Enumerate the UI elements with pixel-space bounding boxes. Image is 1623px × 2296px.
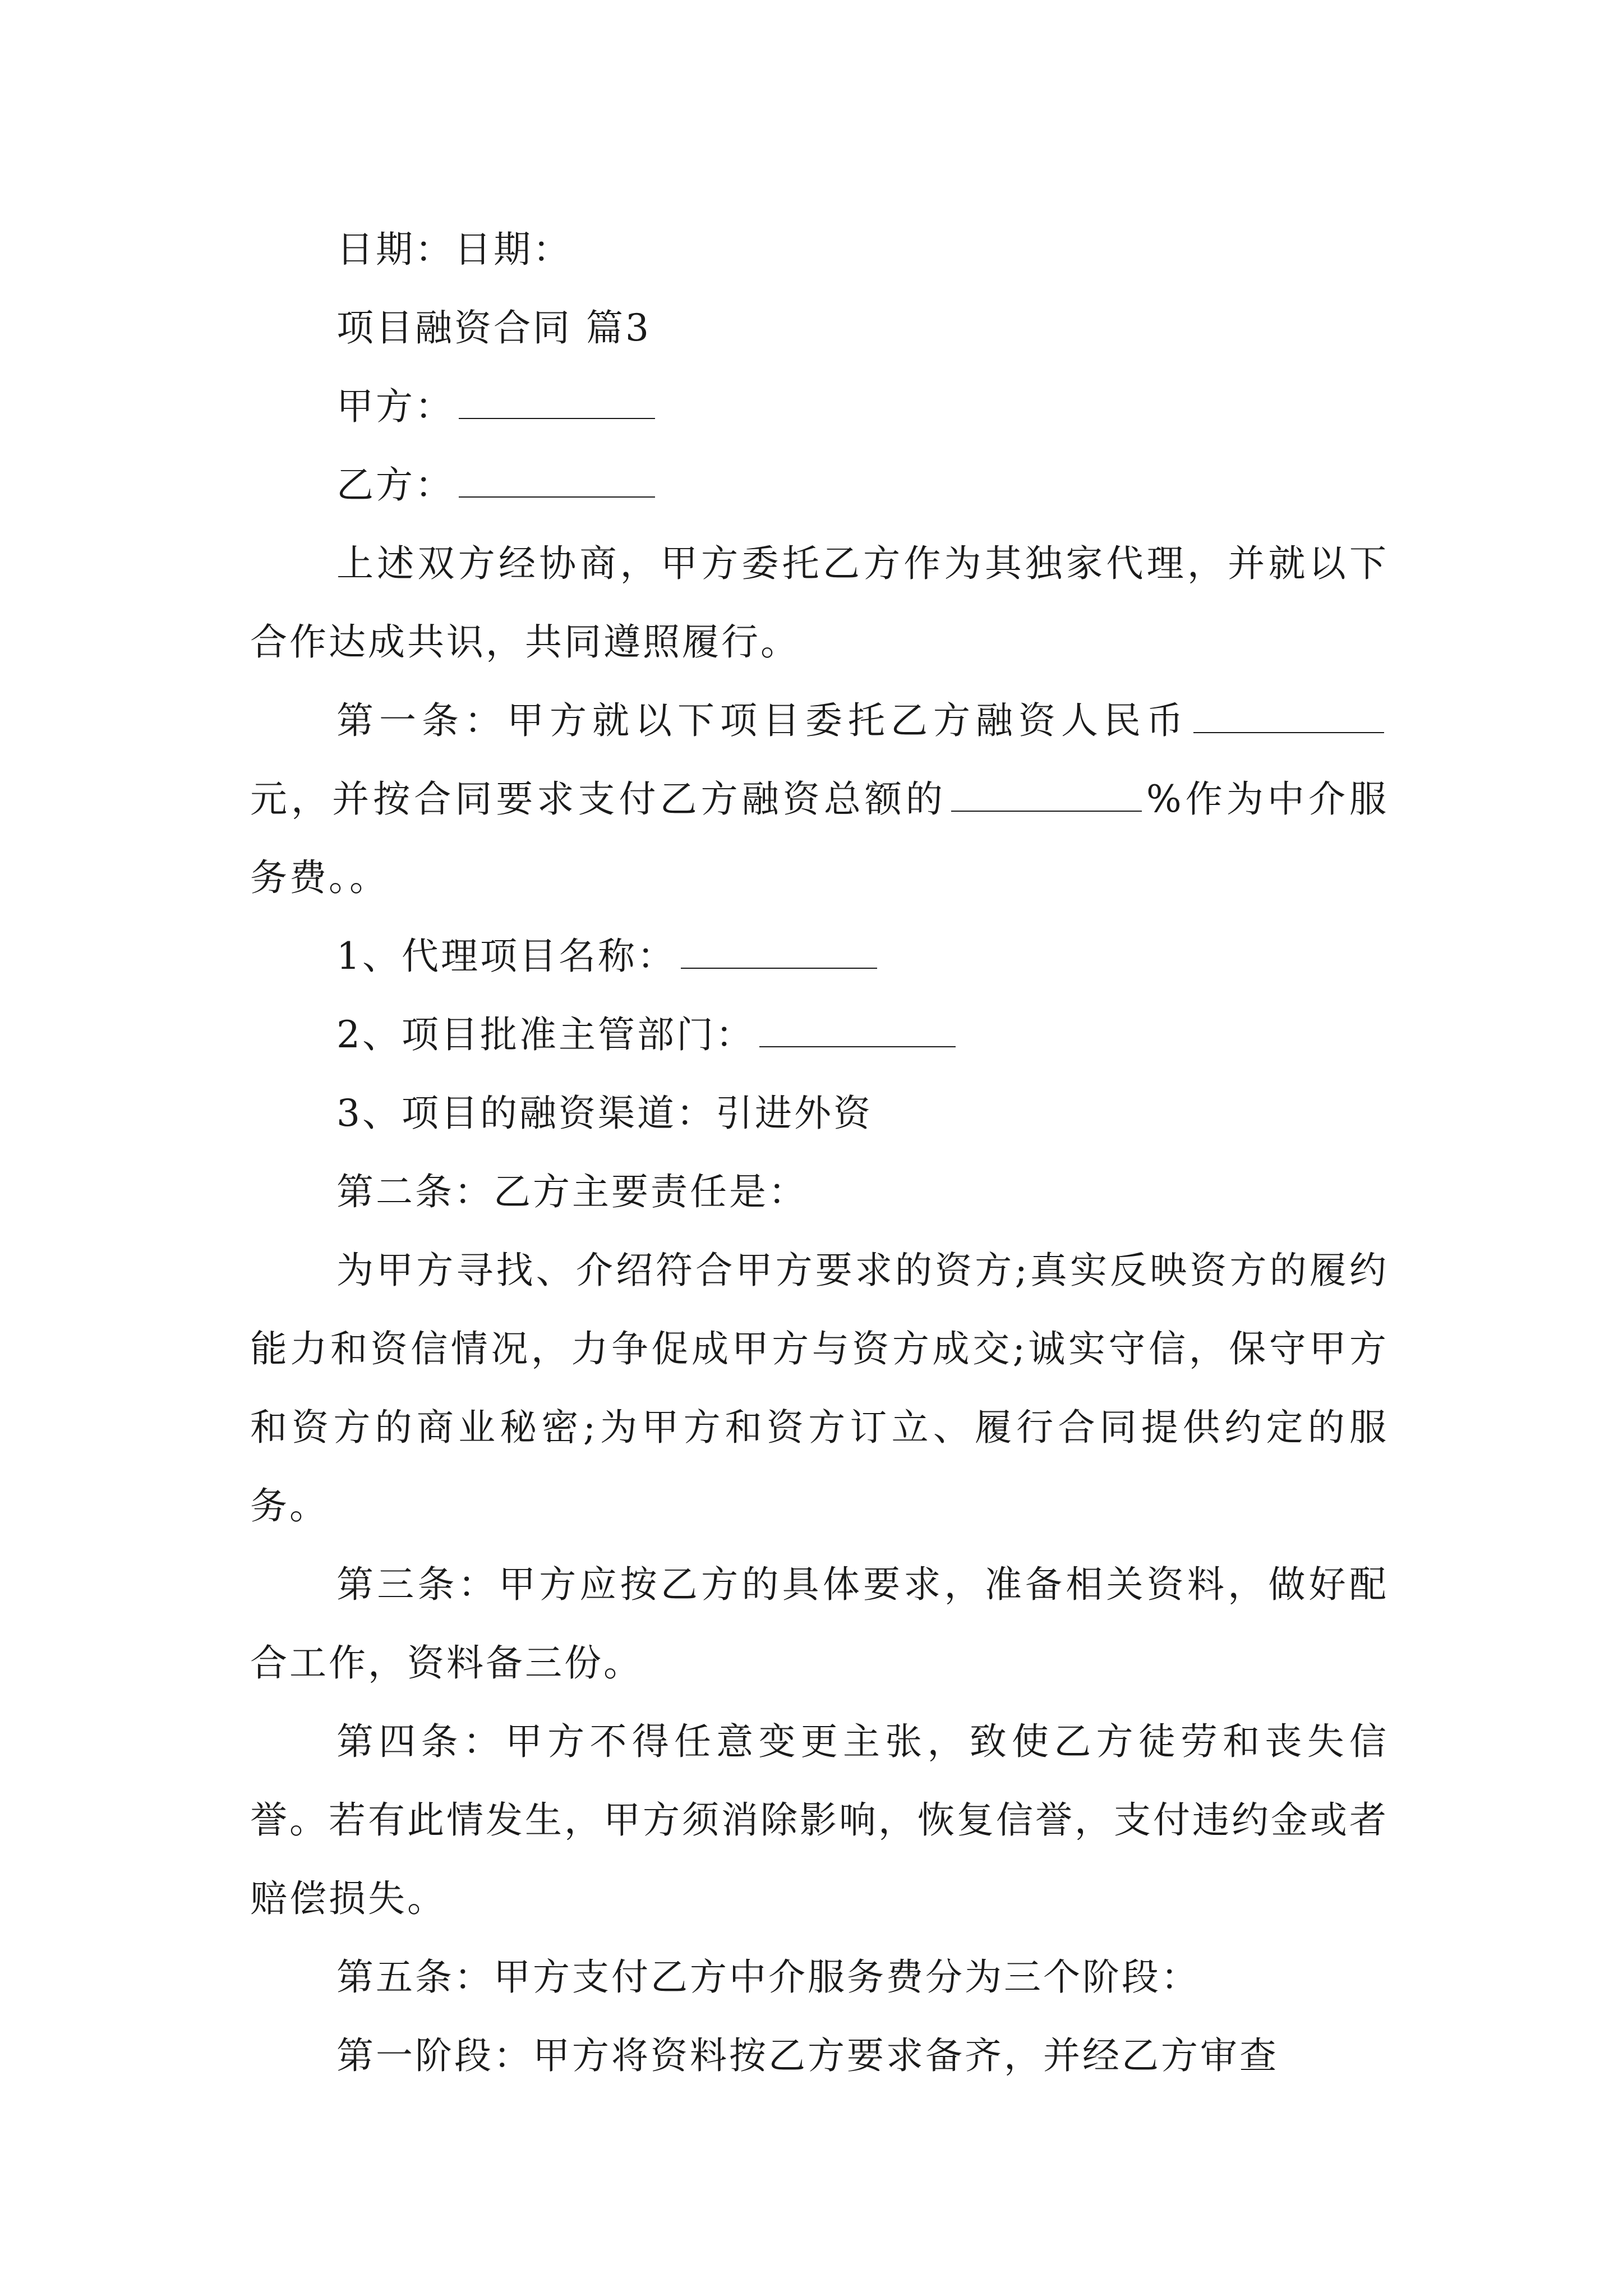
- article-1-text-b: 元，并按合同要求支付乙方融资总额的: [250, 777, 947, 821]
- article-1-text-a: 第一条：甲方就以下项目委托乙方融资人民币: [336, 699, 1189, 742]
- item-3-line: 3、项目的融资渠道：引进外资: [336, 1092, 873, 1135]
- article-2-body: 为甲方寻找、介绍符合甲方要求的资方;真实反映资方的履约能力和资信情况，力争促成甲方与资方成交;诚实守信，保守甲方和资方的商业秘密;为甲方和资方订立、履行合同提供约定的服务。: [250, 1249, 1389, 1527]
- contract-title: 项目融资合同 篇3: [336, 306, 651, 349]
- party-a-blank: [459, 386, 655, 419]
- item-1-label: 1、代理项目名称：: [336, 935, 676, 978]
- amount-blank: [1193, 701, 1384, 733]
- party-b-label: 乙方：: [336, 463, 454, 507]
- percent-blank: [951, 779, 1142, 812]
- item-1-line: [250, 917, 1389, 996]
- article-1-paragraph: [250, 682, 1389, 917]
- party-b-blank: [459, 465, 655, 498]
- article-4-paragraph: 第四条：甲方不得任意变更主张，致使乙方徒劳和丧失信誉。若有此情发生，甲方须消除影响，恢复信誉，支付违约金或者赔偿损失。: [250, 1720, 1389, 1920]
- article-3-paragraph: 第三条：甲方应按乙方的具体要求，准备相关资料，做好配合工作，资料备三份。: [250, 1563, 1389, 1685]
- item-2-label: 2、项目批准主管部门：: [336, 1013, 755, 1056]
- document-content: [250, 210, 1389, 2095]
- item-2-line: [250, 996, 1389, 1074]
- party-a-line: [250, 367, 1389, 446]
- intro-paragraph: 上述双方经协商，甲方委托乙方作为其独家代理，并就以下合作达成共识，共同遵照履行。: [250, 542, 1389, 664]
- stage-1-line: 第一阶段：甲方将资料按乙方要求备齐，并经乙方审查: [336, 2034, 1279, 2077]
- project-name-blank: [681, 936, 877, 969]
- article-5-line: 第五条：甲方支付乙方中介服务费分为三个阶段：: [336, 1955, 1200, 1999]
- party-a-label: 甲方：: [336, 385, 454, 428]
- article-2-title: 第二条：乙方主要责任是：: [336, 1170, 808, 1213]
- approval-dept-blank: [759, 1015, 956, 1047]
- party-b-line: [250, 446, 1389, 524]
- date-line: 日期：日期：: [336, 228, 572, 271]
- article-1-text-c: %作为中介服务费。。: [250, 777, 1389, 899]
